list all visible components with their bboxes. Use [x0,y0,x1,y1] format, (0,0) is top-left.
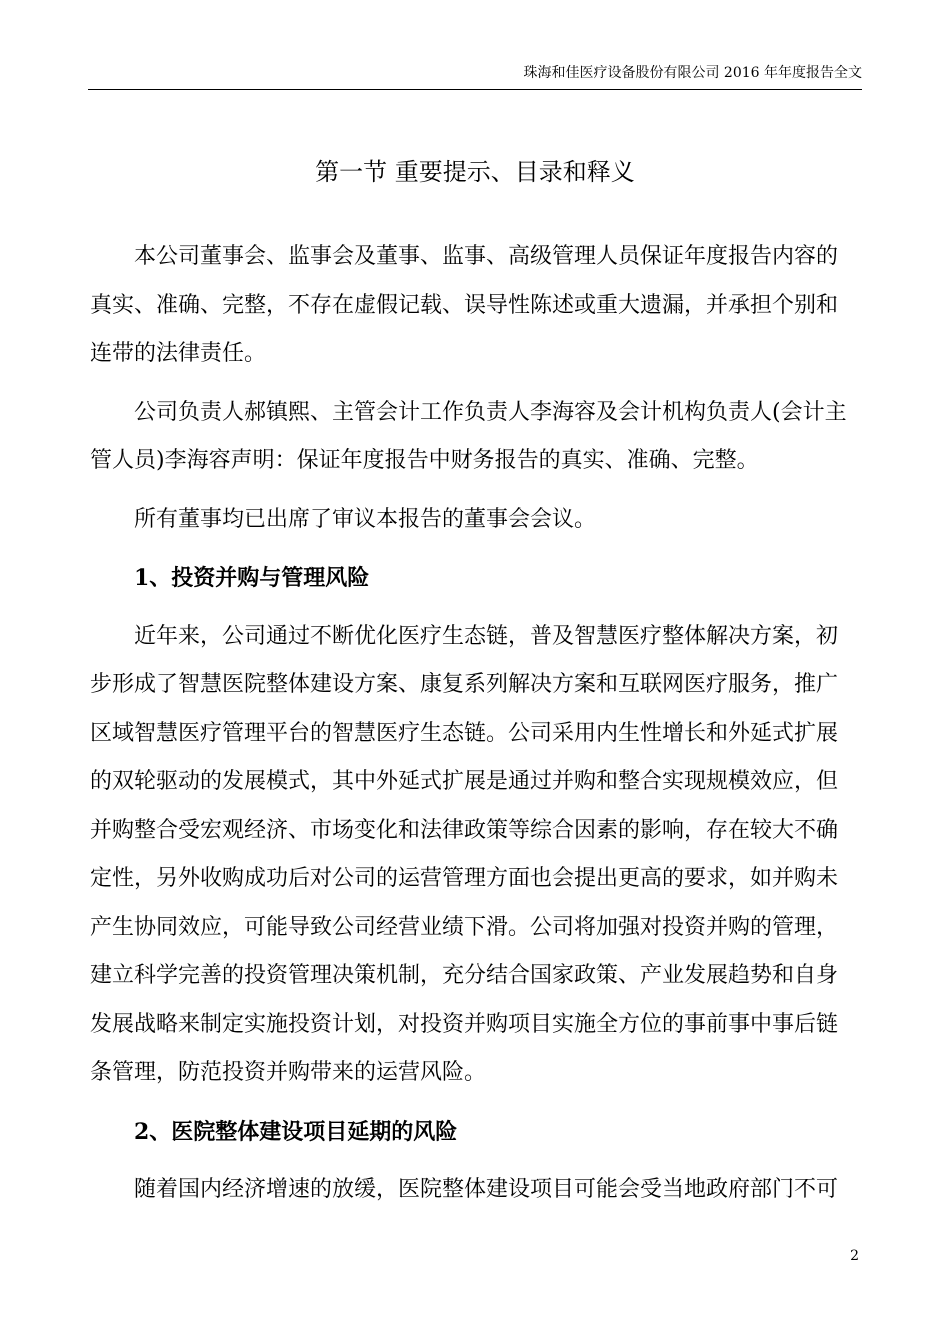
paragraph-directors-attendance: 所有董事均已出席了审议本报告的董事会会议。 [134,506,597,532]
paragraph-board-statement: 本公司董事会、监事会及董事、监事、高级管理人员保证年度报告内容的 真实、准确、完整，不存在虚假记载、误导性陈述或重大遗漏，并承担个别和 连带的法律责任。 [90,244,839,366]
risk-heading-hospital-project: 2、医院整体建设项目延期的风险 [134,1118,458,1145]
section-title: 第一节 重要提示、目录和释义 [315,158,635,186]
paragraph-responsible-persons: 公司负责人郝镇熙、主管会计工作负责人李海容及会计机构负责人(会计主 管人员)李海容声明：保证年度报告中财务报告的真实、准确、完整。 [90,399,847,473]
running-header [88,62,862,90]
page-number: 2 [850,1248,859,1264]
body-text [90,233,860,1225]
risk-heading-investment: 1、投资并购与管理风险 [134,565,370,591]
paragraph-investment-risk: 近年来，公司通过不断优化医疗生态链，普及智慧医疗整体解决方案，初 步形成了智慧医院整体建设方案、康复系列解决方案和互联网医疗服务，推广 区域智慧医疗管理平台的智慧医疗生态链。公司采用内生性增长和外延式扩展 的双轮驱动的发展模式，其中外延式扩展是通过并购和整合实现规模效应，但 并购整合受宏观经济、市场变化和法律政策等综合因素的影响，存在较大不确 定性，另外收购成功后对公司的运营管理方面也会提出更高的要求，如并购未 产生协同效应，可能导致公司经营业绩下滑。公司将加强对投资并购的管理， 建立科学完善的投资管理决策机制，充分结合国家政策、产业发展趋势和自身 发展战略来制定实施投资计划，对投资并购项目实施全方位的事前事中事后链 条管理，防范投资并购带来的运营风险。 [90,623,839,1085]
paragraph-hospital-project-risk: 随着国内经济增速的放缓，医院整体建设项目可能会受当地政府部门不可 [134,1177,839,1202]
header-text: 珠海和佳医疗设备股份有限公司 2016 年年度报告全文 [523,65,862,81]
